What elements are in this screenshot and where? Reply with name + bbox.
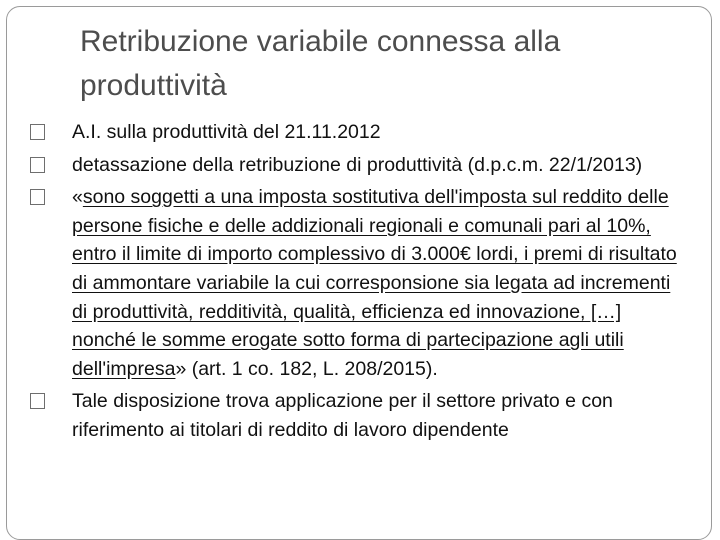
open-quote: « bbox=[72, 186, 83, 209]
bullet-box-icon bbox=[30, 189, 45, 205]
bullet-list bbox=[30, 118, 690, 449]
bullet-box-icon bbox=[30, 157, 45, 173]
bullet-text: A.I. sulla produttività del 21.11.2012 bbox=[72, 121, 381, 143]
quoted-law-text: sono soggetti a una imposta sostitutiva dell'imposta sul reddito delle persone fisiche e delle addizionali regionali e comunali pari al 10%, entro il limite di importo complessivo di 3.000€ lordi, i premi di risultato di ammontare variabile la cui corresponsione sia legata ad incrementi di produttività, redditività, qualità, efficienza ed innovazione, […] nonché le somme erogate sotto forma di partecipazione agli utili dell'impresa bbox=[72, 186, 677, 380]
bullet-box-icon bbox=[30, 393, 45, 409]
slide-title: Retribuzione variabile connessa alla produttività bbox=[80, 25, 561, 102]
bullet-item bbox=[30, 183, 690, 383]
bullet-box-icon bbox=[30, 124, 45, 140]
bullet-item bbox=[30, 151, 690, 180]
bullet-item bbox=[30, 118, 690, 147]
bullet-item bbox=[30, 387, 690, 444]
bullet-text: detassazione della retribuzione di produttività (d.p.c.m. 22/1/2013) bbox=[72, 153, 643, 176]
bullet-text: Tale disposizione trova applicazione per il settore privato e con riferimento ai titolari di reddito di lavoro dipendente bbox=[72, 390, 613, 441]
citation: » (art. 1 co. 182, L. 208/2015). bbox=[175, 357, 438, 380]
